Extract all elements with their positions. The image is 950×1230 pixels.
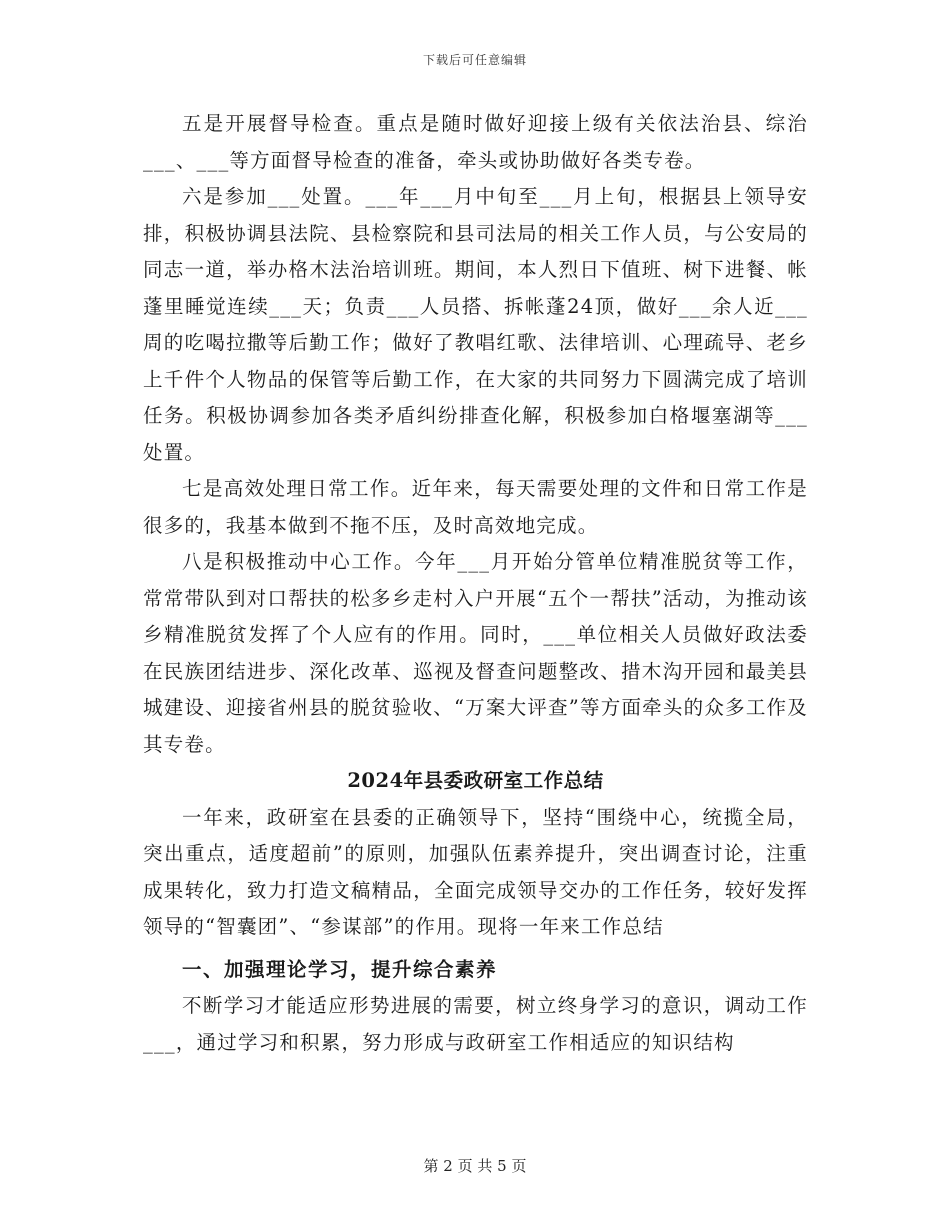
- paragraph-supervision: 五是开展督导检查。重点是随时做好迎接上级有关依法治县、综治___、___等方面督导检查的准备，牵头或协助做好各类专卷。: [143, 112, 808, 172]
- document-title: 2024年县委政研室工作总结: [347, 769, 604, 792]
- paragraph-daily-work: 七是高效处理日常工作。近年来，每天需要处理的文件和日常工作是很多的，我基本做到不拖不压，及时高效地完成。: [143, 477, 808, 537]
- paragraph-disposal: 六是参加___处置。___年___月中旬至___月上旬，根据县上领导安排，积极协调县法院、县检察院和县司法局的相关工作人员，与公安局的同志一道，举办格木法治培训班。期间，本人烈日下值班、树下进餐、帐蓬里睡觉连续___天；负责___人员搭、拆帐蓬24顶，做好___余人近___周的吃喝拉撒等后勤工作；做好了教唱红歌、法律培训、心理疏导、老乡上千件个人物品的保管等后勤工作，在大家的共同努力下圆满完成了培训任务。积极协调参加各类矛盾纠纷排查化解，积极参加白格堰塞湖等___处置。: [143, 185, 808, 464]
- section-heading-1: 一、加强理论学习，提升综合素养: [182, 957, 498, 981]
- paragraph-intro: 一年来，政研室在县委的正确领导下，坚持“围绕中心，统揽全局，突出重点，适度超前”的原则，加强队伍素养提升，突出调查讨论，注重成果转化，致力打造文稿精品，全面完成领导交办的工作任务，较好发挥领导的“智囊团”、“参谋部”的作用。现将一年来工作总结: [143, 805, 808, 938]
- paragraph-learning: 不断学习才能适应形势进展的需要，树立终身学习的意识，调动工作___，通过学习和积累，努力形成与政研室工作相适应的知识结构: [143, 994, 808, 1054]
- document-body: [143, 106, 808, 1061]
- paragraph-central-work: 八是积极推动中心工作。今年___月开始分管单位精准脱贫等工作，常常带队到对口帮扶的松多乡走村入户开展“五个一帮扶”活动，为推动该乡精准脱贫发挥了个人应有的作用。同时，___单位相关人员做好政法委在民族团结进步、深化改革、巡视及督查问题整改、措木沟开园和最美县城建设、迎接省州县的脱贫验收、“万案大评查”等方面牵头的众多工作及其专卷。: [143, 550, 808, 756]
- page-number-footer: 第 2 页 共 5 页: [423, 1157, 527, 1175]
- page-header-note: 下载后可任意编辑: [422, 53, 527, 67]
